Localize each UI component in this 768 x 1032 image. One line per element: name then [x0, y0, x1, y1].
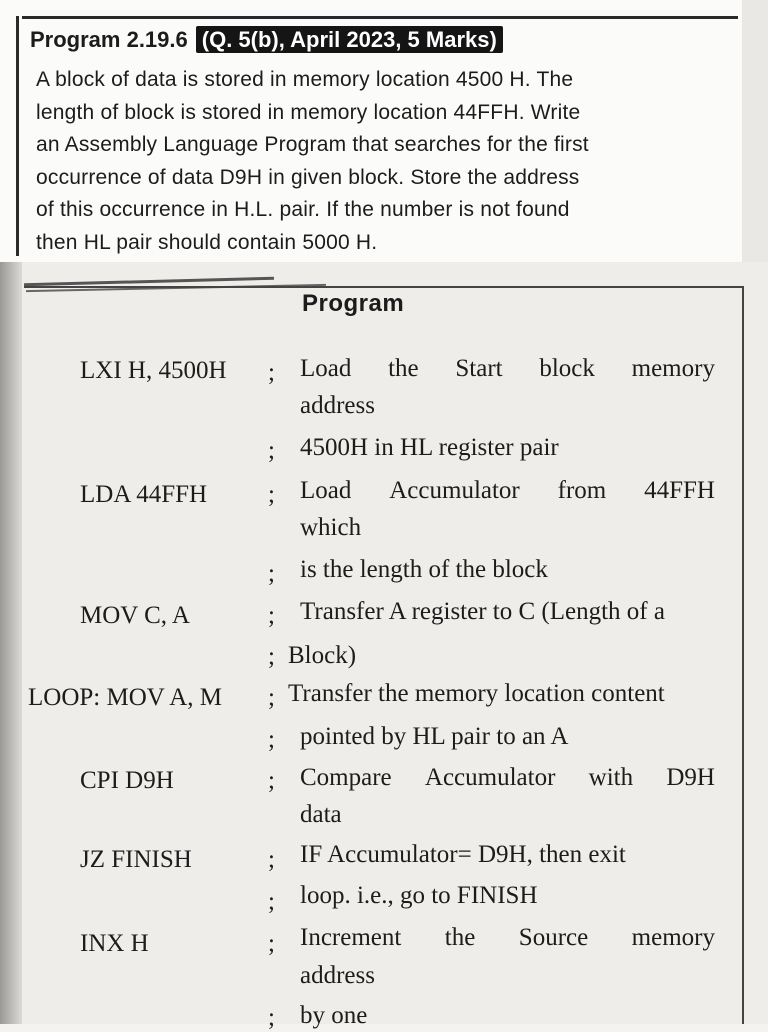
program-heading [30, 27, 503, 53]
problem-statement [36, 64, 736, 259]
comment-line: Block) [288, 642, 357, 669]
comment-line: by one [300, 1002, 368, 1029]
code-line: JZ FINISH [80, 846, 192, 873]
code-line: MOV C, A [80, 602, 190, 629]
problem-line: then HL pair should contain 5000 H. [36, 230, 378, 254]
code-line: LXI H, 4500H [80, 357, 227, 384]
code-line: CPI D9H [80, 767, 174, 794]
comment-separator: ; [268, 846, 275, 873]
comment-separator: ; [268, 930, 275, 957]
comment-separator: ; [268, 602, 275, 629]
box-top-border [24, 286, 744, 288]
comment-separator: ; [268, 437, 275, 464]
problem-line: A block of data is stored in memory location 4500 H. The [36, 68, 574, 91]
comment-separator: ; [268, 359, 275, 386]
program-title: Program [302, 290, 405, 317]
comment-line: IF Accumulator= D9H, then exit [300, 841, 626, 868]
comment-separator: ; [268, 1004, 275, 1031]
problem-line: an Assembly Language Program that searches for the first [36, 133, 589, 156]
page-gutter-shadow [0, 262, 22, 1024]
code-line: LOOP: MOV A, M [28, 684, 223, 711]
problem-line: of this occurrence in H.L. pair. If the number is not found [36, 198, 570, 221]
code-line: INX H [80, 930, 149, 957]
comment-separator: ; [268, 888, 275, 915]
comment-line: Increment the Source memory [300, 924, 715, 951]
comment-separator: ; [268, 481, 275, 508]
comment-separator: ; [268, 684, 275, 711]
comment-line: loop. i.e., go to FINISH [300, 882, 538, 909]
comment-line: pointed by HL pair to an A [300, 723, 569, 750]
comment-line: address [300, 392, 375, 419]
page-edge [742, 0, 768, 262]
question-section [0, 0, 768, 262]
problem-line: occurrence of data D9H in given block. Store the address [36, 165, 580, 189]
program-number: Program 2.19.6 [30, 27, 188, 52]
comment-line: data [300, 801, 342, 828]
comment-separator: ; [268, 643, 275, 670]
comment-separator: ; [268, 560, 275, 587]
code-line: LDA 44FFH [80, 481, 208, 508]
comment-line: Transfer A register to C (Length of a [300, 598, 665, 625]
box-right-border [742, 286, 744, 1024]
comment-line: Load the Start block memory [300, 355, 715, 382]
comment-line: 4500H in HL register pair [300, 434, 559, 461]
comment-separator: ; [268, 767, 275, 794]
comment-line: Load Accumulator from 44FFH [300, 477, 715, 504]
comment-line: which [300, 514, 362, 541]
exam-badge: (Q. 5(b), April 2023, 5 Marks) [196, 26, 503, 53]
comment-line: is the length of the block [300, 556, 548, 583]
problem-line: length of block is stored in memory location 44FFH. Write [36, 100, 581, 124]
comment-line: Compare Accumulator with D9H [300, 764, 715, 791]
comment-separator: ; [268, 726, 275, 753]
top-rule [22, 16, 738, 19]
comment-line: Transfer the memory location content [288, 680, 665, 707]
comment-line: address [300, 962, 375, 989]
left-margin-bar [16, 16, 19, 256]
